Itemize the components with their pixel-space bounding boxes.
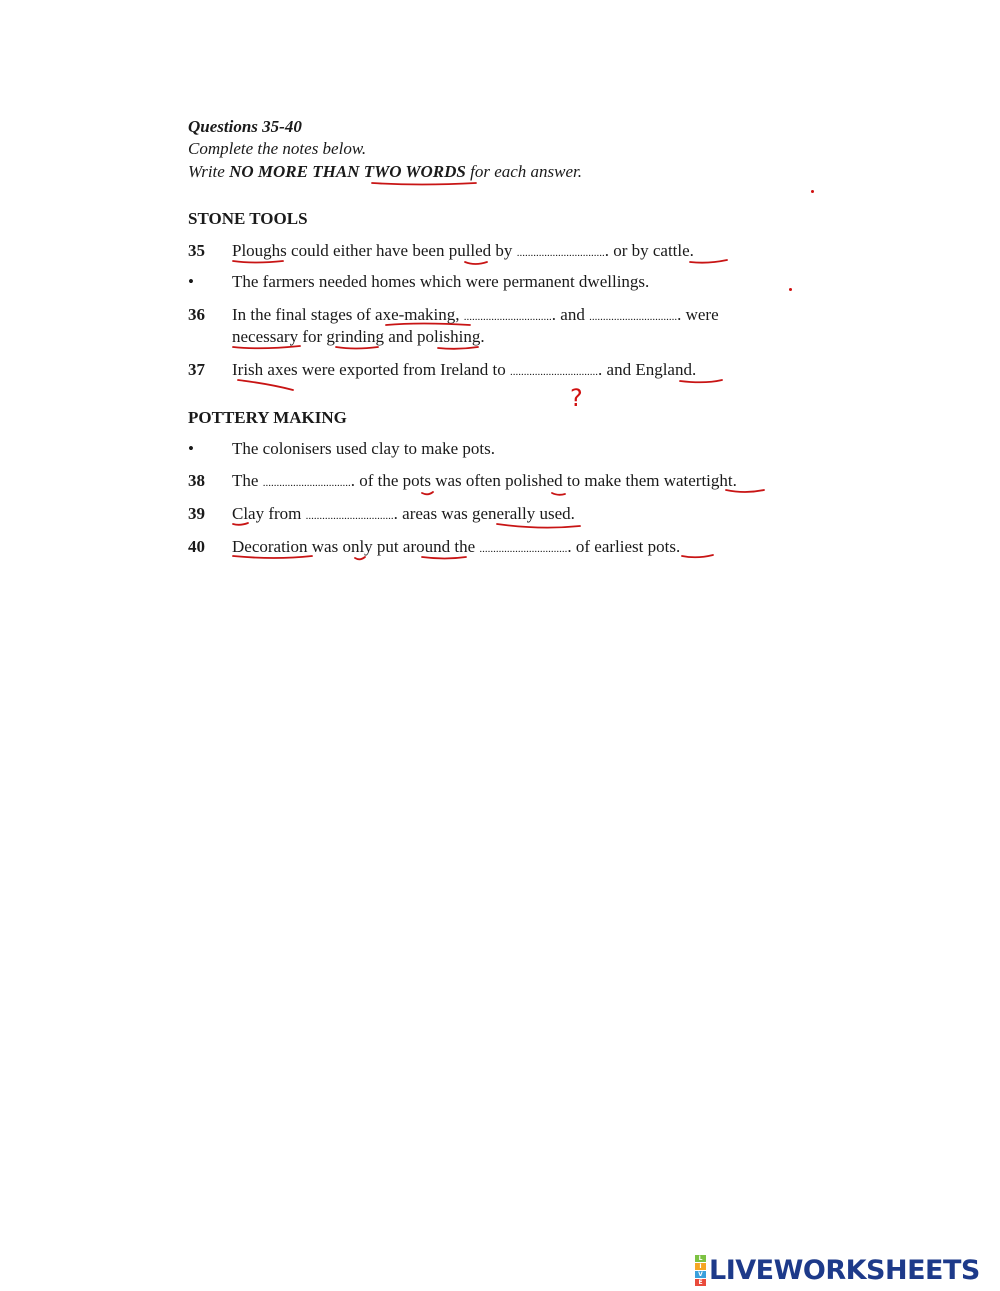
underline-pulled [465,262,487,264]
instruction-pre: Write [188,162,230,181]
answer-blank-36b[interactable]: ................................ [589,311,678,323]
question-36-line-2: necessary for grinding and polishing. [232,327,485,346]
underline-clay [233,523,248,525]
logo-block-e: E [695,1279,706,1286]
q38-part-b: . of the pots was often polished to make them watertight. [350,471,737,490]
logo-text: LIVEWORKSHEETS [709,1254,980,1286]
answer-blank-39[interactable]: ................................ [305,510,394,522]
red-dot-annotation [811,190,814,193]
underline-pots [422,492,433,494]
q38-part-a: The [232,471,263,490]
underline-polished [552,493,565,495]
underline-watertight [726,490,764,492]
q37-part-a: Irish axes were exported from Ireland to [232,360,511,379]
underline-polishing [438,347,478,349]
note-bullet-clay: The colonisers used clay to make pots. [232,439,495,458]
red-dot-annotation [789,288,792,291]
underline-decoration [233,556,312,558]
answer-blank-35[interactable]: ................................ [516,247,605,259]
underline-pots-2 [682,555,713,557]
q39-part-a: Clay from [232,504,306,523]
answer-blank-37[interactable]: ................................ [510,366,599,378]
bullet-marker: • [188,272,194,291]
question-number-38: 38 [188,471,205,490]
underline-around [422,557,466,559]
question-number-36: 36 [188,305,205,324]
instruction-post: for each answer. [465,162,583,181]
questions-heading: Questions 35-40 [188,117,302,136]
q37-part-b: . and England. [598,360,697,379]
logo-block-i: I [695,1263,706,1270]
instruction-line-1: Complete the notes below. [188,139,367,158]
question-number-39: 39 [188,504,205,523]
answer-blank-38[interactable]: ................................ [262,477,351,489]
section-title-pottery-making: POTTERY MAKING [188,408,347,427]
underline-necessary [233,346,300,348]
question-number-35: 35 [188,241,205,260]
bullet-marker: • [188,439,194,458]
q40-part-a: Decoration was only put around the [232,537,480,556]
q36-part-b: . and [551,305,590,324]
question-number-40: 40 [188,537,205,556]
question-mark-annotation: ? [570,384,583,412]
note-bullet-dwellings: The farmers needed homes which were permanent dwellings. [232,272,650,291]
q39-part-b: . areas was generally used. [393,504,575,523]
liveworksheets-logo [695,1252,980,1288]
q40-part-b: . of earliest pots. [567,537,681,556]
underline-england [680,380,722,382]
underline-cattle [690,260,727,263]
logo-letter-blocks [695,1255,706,1286]
question-number-37: 37 [188,360,205,379]
red-underline-annotations [0,0,1000,600]
underline-grinding [336,347,378,349]
logo-block-v: V [695,1271,706,1278]
underline-irish [238,380,293,390]
underline-only [355,557,365,559]
underline-generally [497,524,580,528]
q36-part-a: In the final stages of axe-making, [232,305,464,324]
q35-part-b: . or by cattle. [604,241,694,260]
q35-part-a: Ploughs could either have been pulled by [232,241,517,260]
underline-two-words [372,183,476,185]
instruction-bold: NO MORE THAN TWO WORDS [229,162,466,181]
answer-blank-36a[interactable]: ................................ [463,311,552,323]
q36-part-c: . were [677,305,719,324]
answer-blank-40[interactable]: ................................ [479,543,568,555]
section-title-stone-tools: STONE TOOLS [188,209,308,228]
underline-axe-making [386,324,470,326]
underline-ploughs [233,261,283,263]
logo-block-l: L [695,1255,706,1262]
